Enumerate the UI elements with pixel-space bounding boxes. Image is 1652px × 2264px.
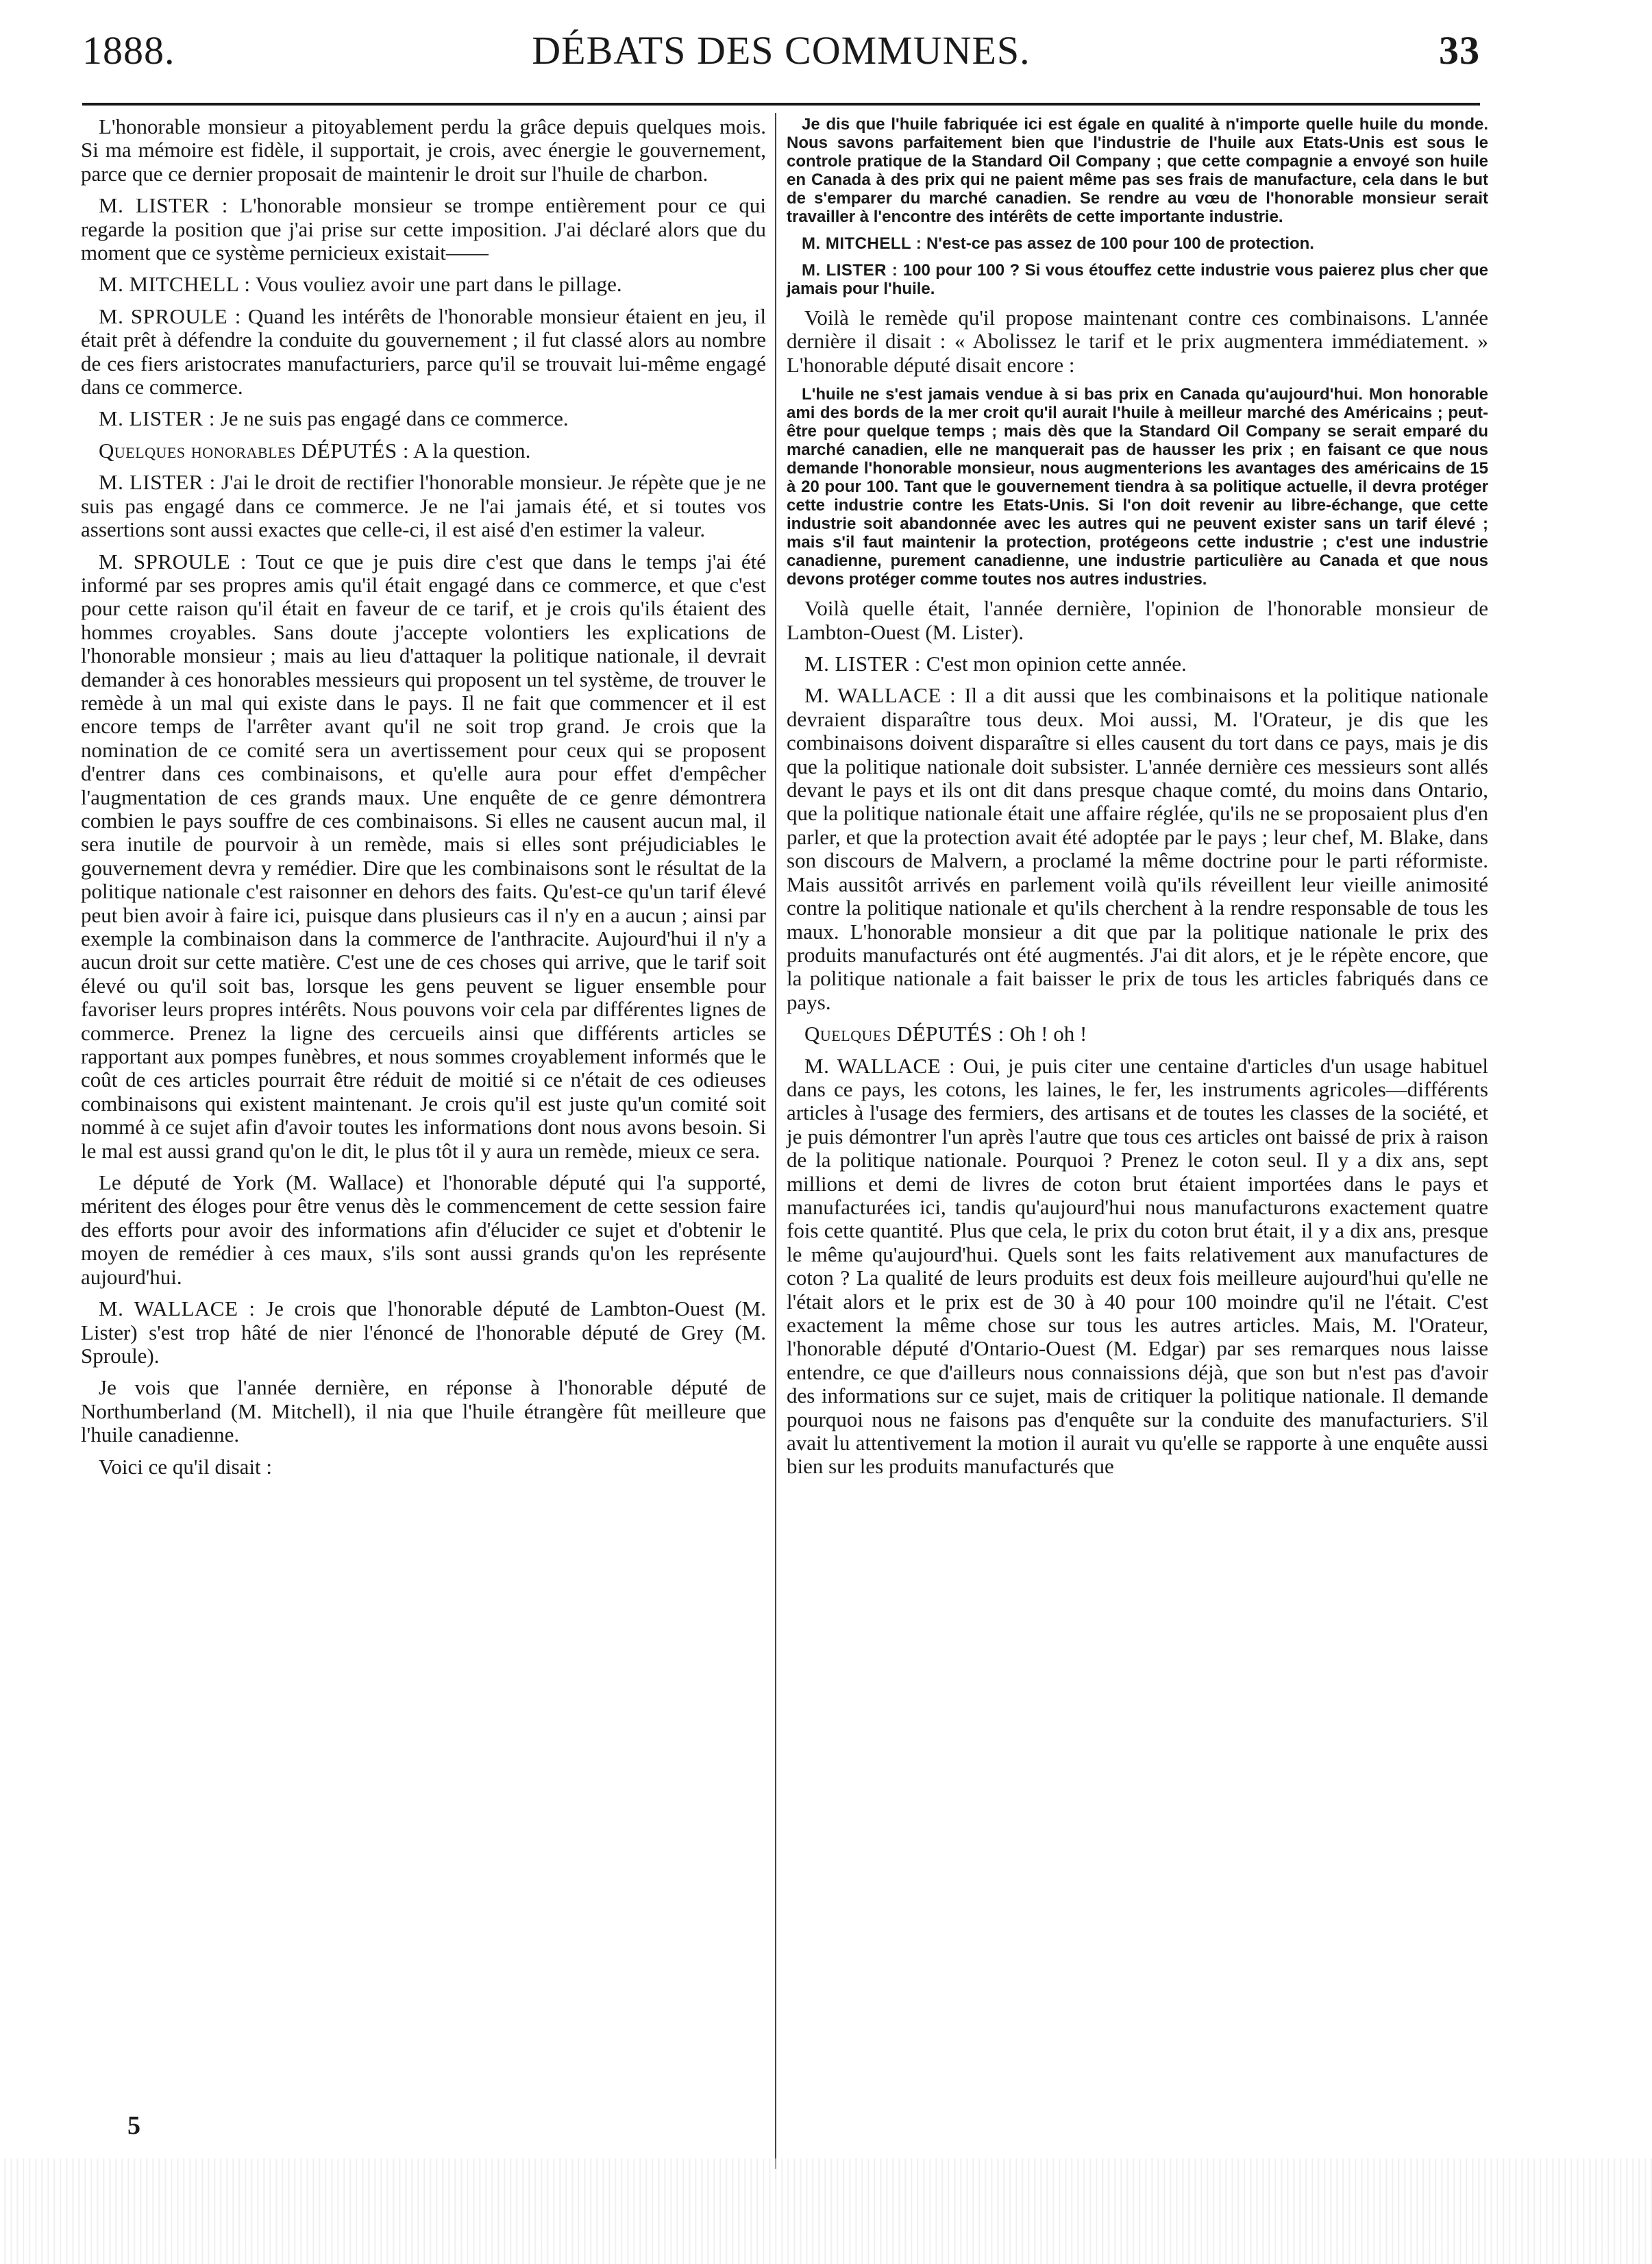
paragraph: [81, 407, 766, 430]
paragraph: [81, 115, 766, 186]
paragraph-text: A la question.: [412, 438, 531, 463]
speaker-name: M. LISTER :: [802, 261, 898, 280]
paragraph-text: N'est-ce pas assez de 100 pour 100 de protection.: [926, 234, 1314, 253]
paragraph: [81, 1455, 766, 1479]
paragraph: [787, 652, 1488, 676]
paragraph-text: Je ne suis pas engagé dans ce commerce.: [220, 406, 569, 431]
paragraph: [787, 684, 1488, 1014]
paragraph: [787, 385, 1488, 589]
page-number: 33: [1439, 28, 1480, 73]
page-header: [82, 27, 1480, 89]
paragraph-text: 100 pour 100 ? Si vous étouffez cette industrie vous paierez plus cher que jamais pour l'huile.: [787, 261, 1488, 298]
paragraph-text: Il a dit aussi que les combinaisons et la politique nationale devraient disparaître tous deux. Moi aussi, M. l'Orateur, je dis que les combinaisons doivent disparaître si elles causent du tort dans ce pays, mais je dis que la politique nationale doit subsister. L'année dernière ces messieurs sont allés devant le pays et ils ont dit dans presque chaque comté, du moins dans Ontario, que la politique nationale était une affaire réglée, qu'ils ne se proposaient plus d'en parler, et que la protection avait été adoptée par le pays ; leur chef, M. Blake, dans son discours de Malvern, a proclamé la même doctrine pour le parti réformiste. Mais aussitôt arrivés en parlement voilà qu'ils réveillent leur vieille animosité contre la politique nationale et qu'ils cherchent à la rendre responsable de tous les maux. L'honorable monsieur a dit que par la politique nationale le prix des produits manufacturés ont été augmentés. J'ai dit alors, et je le répète encore, que la politique nationale a fait baisser le prix de tous les articles fabriqués dans ce pays.: [787, 683, 1489, 1014]
speaker-name: Quelques honorables DÉPUTÉS :: [99, 438, 409, 463]
paragraph: [787, 1055, 1488, 1479]
paragraph: [787, 1022, 1488, 1046]
paragraph-text: Vous vouliez avoir une part dans le pillage.: [255, 272, 622, 297]
paragraph-text: Je dis que l'huile fabriquée ici est égale en qualité à n'importe quelle huile du monde. Nous savons parfaitement bien que l'industrie de l'huile aux Etats-Unis est sous le controle pratique de la Standard Oil Company ; que cette compagnie a envoyé son huile en Canada à des prix qui ne paient même pas ses frais de manufacture, cela dans le but de s'emparer du marché canadien. Se rendre au vœu de l'honorable monsieur serait travailler à l'encontre des intérêts de cette importante industrie.: [787, 115, 1488, 226]
paragraph-text: C'est mon opinion cette année.: [926, 652, 1187, 676]
speaker-name: M. LISTER :: [99, 193, 228, 218]
paragraph: [81, 1297, 766, 1368]
header-year: 1888.: [82, 28, 175, 73]
header-rule: [82, 103, 1480, 106]
paragraph-text: Je vois que l'année dernière, en réponse à l'honorable député de Northumberland (M. Mitchell), il nia que l'huile étrangère fût meilleure que l'huile canadienne.: [81, 1375, 766, 1447]
paragraph-text: J'ai le droit de rectifier l'honorable monsieur. Je répète que je ne suis pas engagé dans ce commerce. Je ne l'ai jamais été, et si toutes vos assertions sont aussi exactes que celle-ci, il est aisé d'en estimer la valeur.: [81, 470, 767, 542]
scan-noise: [0, 2158, 1652, 2264]
column-divider: [775, 113, 776, 2169]
paragraph: [81, 194, 766, 264]
paragraph-text: Tout ce que je puis dire c'est que dans le temps j'ai été informé par ses propres amis qu'il était engagé dans ce commerce, et que c'est pour cette raison qu'il était en faveur de ce tarif, et je crois qu'ils étaient des hommes croyables. Sans doute j'accepte volontiers les explications de l'honorable monsieur ; mais au lieu d'attaquer la politique nationale, il devrait demander à ces honorables messieurs qui proposent un tel système, de trouver le remède à un mal qui existe dans le pays. Il ne fait que commencer et il est encore temps de l'arrêter avant qu'il ne soit trop grand. Je crois que la nomination de ce comité sera un avertissement pour ceux qui se proposent d'entrer dans ces combinaisons, et qu'elle aura pour effet d'empêcher l'augmentation de ces grands maux. Une enquête de ce genre démontrera combien le pays souffre de ces combinaisons. Si elles ne causent aucun mal, il sera inutile de pourvoir à un remède, mais si elles sont préjudiciables le gouvernement devra y remédier. Dire que les combinaisons sont le résultat de la politique nationale c'est raisonner en dehors des faits. Qu'est-ce qu'un tarif élevé peut bien avoir à faire ici, puisque dans plusieurs cas il n'y en a aucun ; ainsi par exemple la combinaison dans la commerce de l'anthracite. Aujourd'hui il n'y a aucun droit sur cette matière. C'est une de ces choses qui arrive, que le tarif soit élevé ou qu'il soit bas, lorsque les gens peuvent se liguer ensemble pour favoriser leurs propres intérêts. Nous pouvons voir cela par différentes lignes de commerce. Prenez la ligne des cercueils ainsi que différents articles se rapportant aux pompes funèbres, et nous sommes croyablement informés que le coût de ces articles pourrait être réduit de moitié si ce n'était de ces odieuses combinaisons qui existent maintenant. Je crois qu'il est juste qu'un comité soit nommé à ce sujet afin d'avoir toutes les informations dont nous avons besoin. Si le mal est aussi grand qu'on le dit, le plus tôt il y aura un remède, mieux ce sera.: [81, 549, 766, 1163]
paragraph-text: Voilà quelle était, l'année dernière, l'opinion de l'honorable monsieur de Lambton-Ouest (M. Lister).: [787, 596, 1488, 644]
speaker-name: Quelques DÉPUTÉS :: [804, 1022, 1004, 1046]
paragraph: [81, 305, 766, 399]
paragraph: [81, 273, 766, 296]
speaker-name: M. WALLACE :: [804, 683, 957, 708]
paragraph-text: Voici ce qu'il disait :: [99, 1454, 272, 1479]
speaker-name: M. WALLACE :: [804, 1053, 956, 1078]
paragraph: [787, 261, 1488, 298]
paragraph-text: L'honorable monsieur a pitoyablement perdu la grâce depuis quelques mois. Si ma mémoire est fidèle, il supportait, je crois, avec énergie le gouvernement, parce que ce dernier proposait de maintenir le droit sur l'huile de charbon.: [81, 114, 766, 186]
paragraph-text: Je crois que l'honorable député de Lambton-Ouest (M. Lister) s'est trop hâté de nier l'énoncé de l'honorable député de Grey (M. Sproule).: [81, 1296, 767, 1368]
paragraph-text: Oui, je puis citer une centaine d'articles d'un usage habituel dans ce pays, les cotons, les laines, le fer, les instruments agricoles—différents articles à l'usage des fermiers, des artisans et de toutes les classes de la société, et je puis démontrer l'un après l'autre que tous ces articles ont baissé de prix à raison de la politique nationale. Pourquoi ? Prenez le coton seul. Il y a dix ans, sept millions et demi de livres de coton brut étaient importées dans le pays et manufacturées ici, tandis qu'aujourd'hui nous manufacturons exactement quatre fois cette quantité. Plus que cela, le prix du coton brut était, il y a dix ans, presque le même qu'aujourd'hui. Quels sont les faits relativement aux manufactures de coton ? La qualité de leurs produits est deux fois meilleure aujourd'hui qu'elle ne l'était alors et le prix est de 30 à 40 pour 100 moindre qu'il ne l'était. C'est exactement la même chose sur tous les autres articles. Mais, M. l'Orateur, l'honorable député d'Ontario-Ouest (M. Edgar) par ses remarques nous laisse entendre, ce que d'ailleurs nous connaissions déjà, que son but n'est pas d'avoir des informations sur ce sujet, mais de critiquer la politique nationale. Il demande pourquoi nous ne faisons pas d'enquête sur la conduite des manufacturiers. S'il avait lu attentivement la motion il aurait vu qu'elle se rapporte à une enquête aussi bien sur les produits manufacturés que: [787, 1053, 1488, 1479]
speaker-name: M. SPROULE :: [99, 304, 241, 328]
speaker-name: M. LISTER :: [99, 470, 216, 495]
paragraph: [81, 471, 766, 541]
header-title: DÉBATS DES COMMUNES.: [532, 28, 1031, 73]
paragraph: [81, 550, 766, 1164]
speaker-name: M. MITCHELL :: [99, 272, 251, 297]
paragraph-text: Oh ! oh !: [1009, 1022, 1087, 1046]
speaker-name: M. MITCHELL :: [802, 234, 922, 253]
paragraph: [81, 439, 766, 463]
paragraph-text: Quand les intérêts de l'honorable monsieur étaient en jeu, il était prêt à défendre la conduite du gouvernement ; il fut classé alors au nombre de ces fiers aristocrates manufacturiers, parce qu'il se trouvait lui-même engagé dans ce commerce.: [81, 304, 767, 399]
speaker-name: M. LISTER :: [99, 406, 215, 431]
paragraph: [787, 306, 1488, 377]
signature-mark: 5: [127, 2111, 140, 2140]
paragraph-text: Voilà le remède qu'il propose maintenant contre ces combinaisons. L'année dernière il disait : « Abolissez le tarif et le prix augmentera immédiatement. » L'honorable député disait encore :: [787, 306, 1488, 377]
paragraph-text: L'huile ne s'est jamais vendue à si bas prix en Canada qu'aujourd'hui. Mon honorable ami des bords de la mer croit qu'il aurait l'huile à meilleur marché des Américains ; peut-être pour quelque temps ; mais dès que la Standard Oil Company se serait emparé du marché canadien, elle ne manquerait pas de hausser les prix ; en faisant ce que nous demande l'honorable monsieur, nous augmenterions les avantages des américains de 15 à 20 pour 100. Tant que le gouvernement tiendra à sa politique actuelle, il devra protéger cette industrie contre les Etats-Unis. Si l'on doit revenir au libre-échange, que cette industrie soit abandonnée avec les autres qui ne peuvent exister sans un tarif élevé ; mais s'il faut maintenir la protection, protégeons cette industrie ; c'est une industrie canadienne, purement canadienne, une industrie particulière au Canada et que nous devons protéger comme toutes nos autres industries.: [787, 385, 1488, 589]
paragraph: [787, 115, 1488, 226]
paragraph: [787, 234, 1488, 253]
left-column: [81, 115, 766, 1487]
speaker-name: M. SPROULE :: [99, 549, 247, 574]
paragraph-text: L'honorable monsieur se trompe entièrement pour ce qui regarde la position que j'ai prise sur cette imposition. J'ai déclaré alors que du moment que ce système pernicieux existait——: [81, 193, 767, 265]
paragraph-text: Le député de York (M. Wallace) et l'honorable député qui l'a supporté, méritent des éloges pour être venus dès le commencement de cette session faire des efforts pour avoir des informations afin d'élucider ce sujet et d'obtenir le moyen de remédier à ces maux, s'ils sont aussi grands qu'on les représente aujourd'hui.: [81, 1170, 766, 1289]
speaker-name: M. LISTER :: [804, 652, 921, 676]
speaker-name: M. WALLACE :: [99, 1296, 256, 1321]
paragraph: [81, 1376, 766, 1447]
paragraph: [787, 597, 1488, 644]
paragraph: [81, 1171, 766, 1289]
right-column: [787, 115, 1488, 1487]
